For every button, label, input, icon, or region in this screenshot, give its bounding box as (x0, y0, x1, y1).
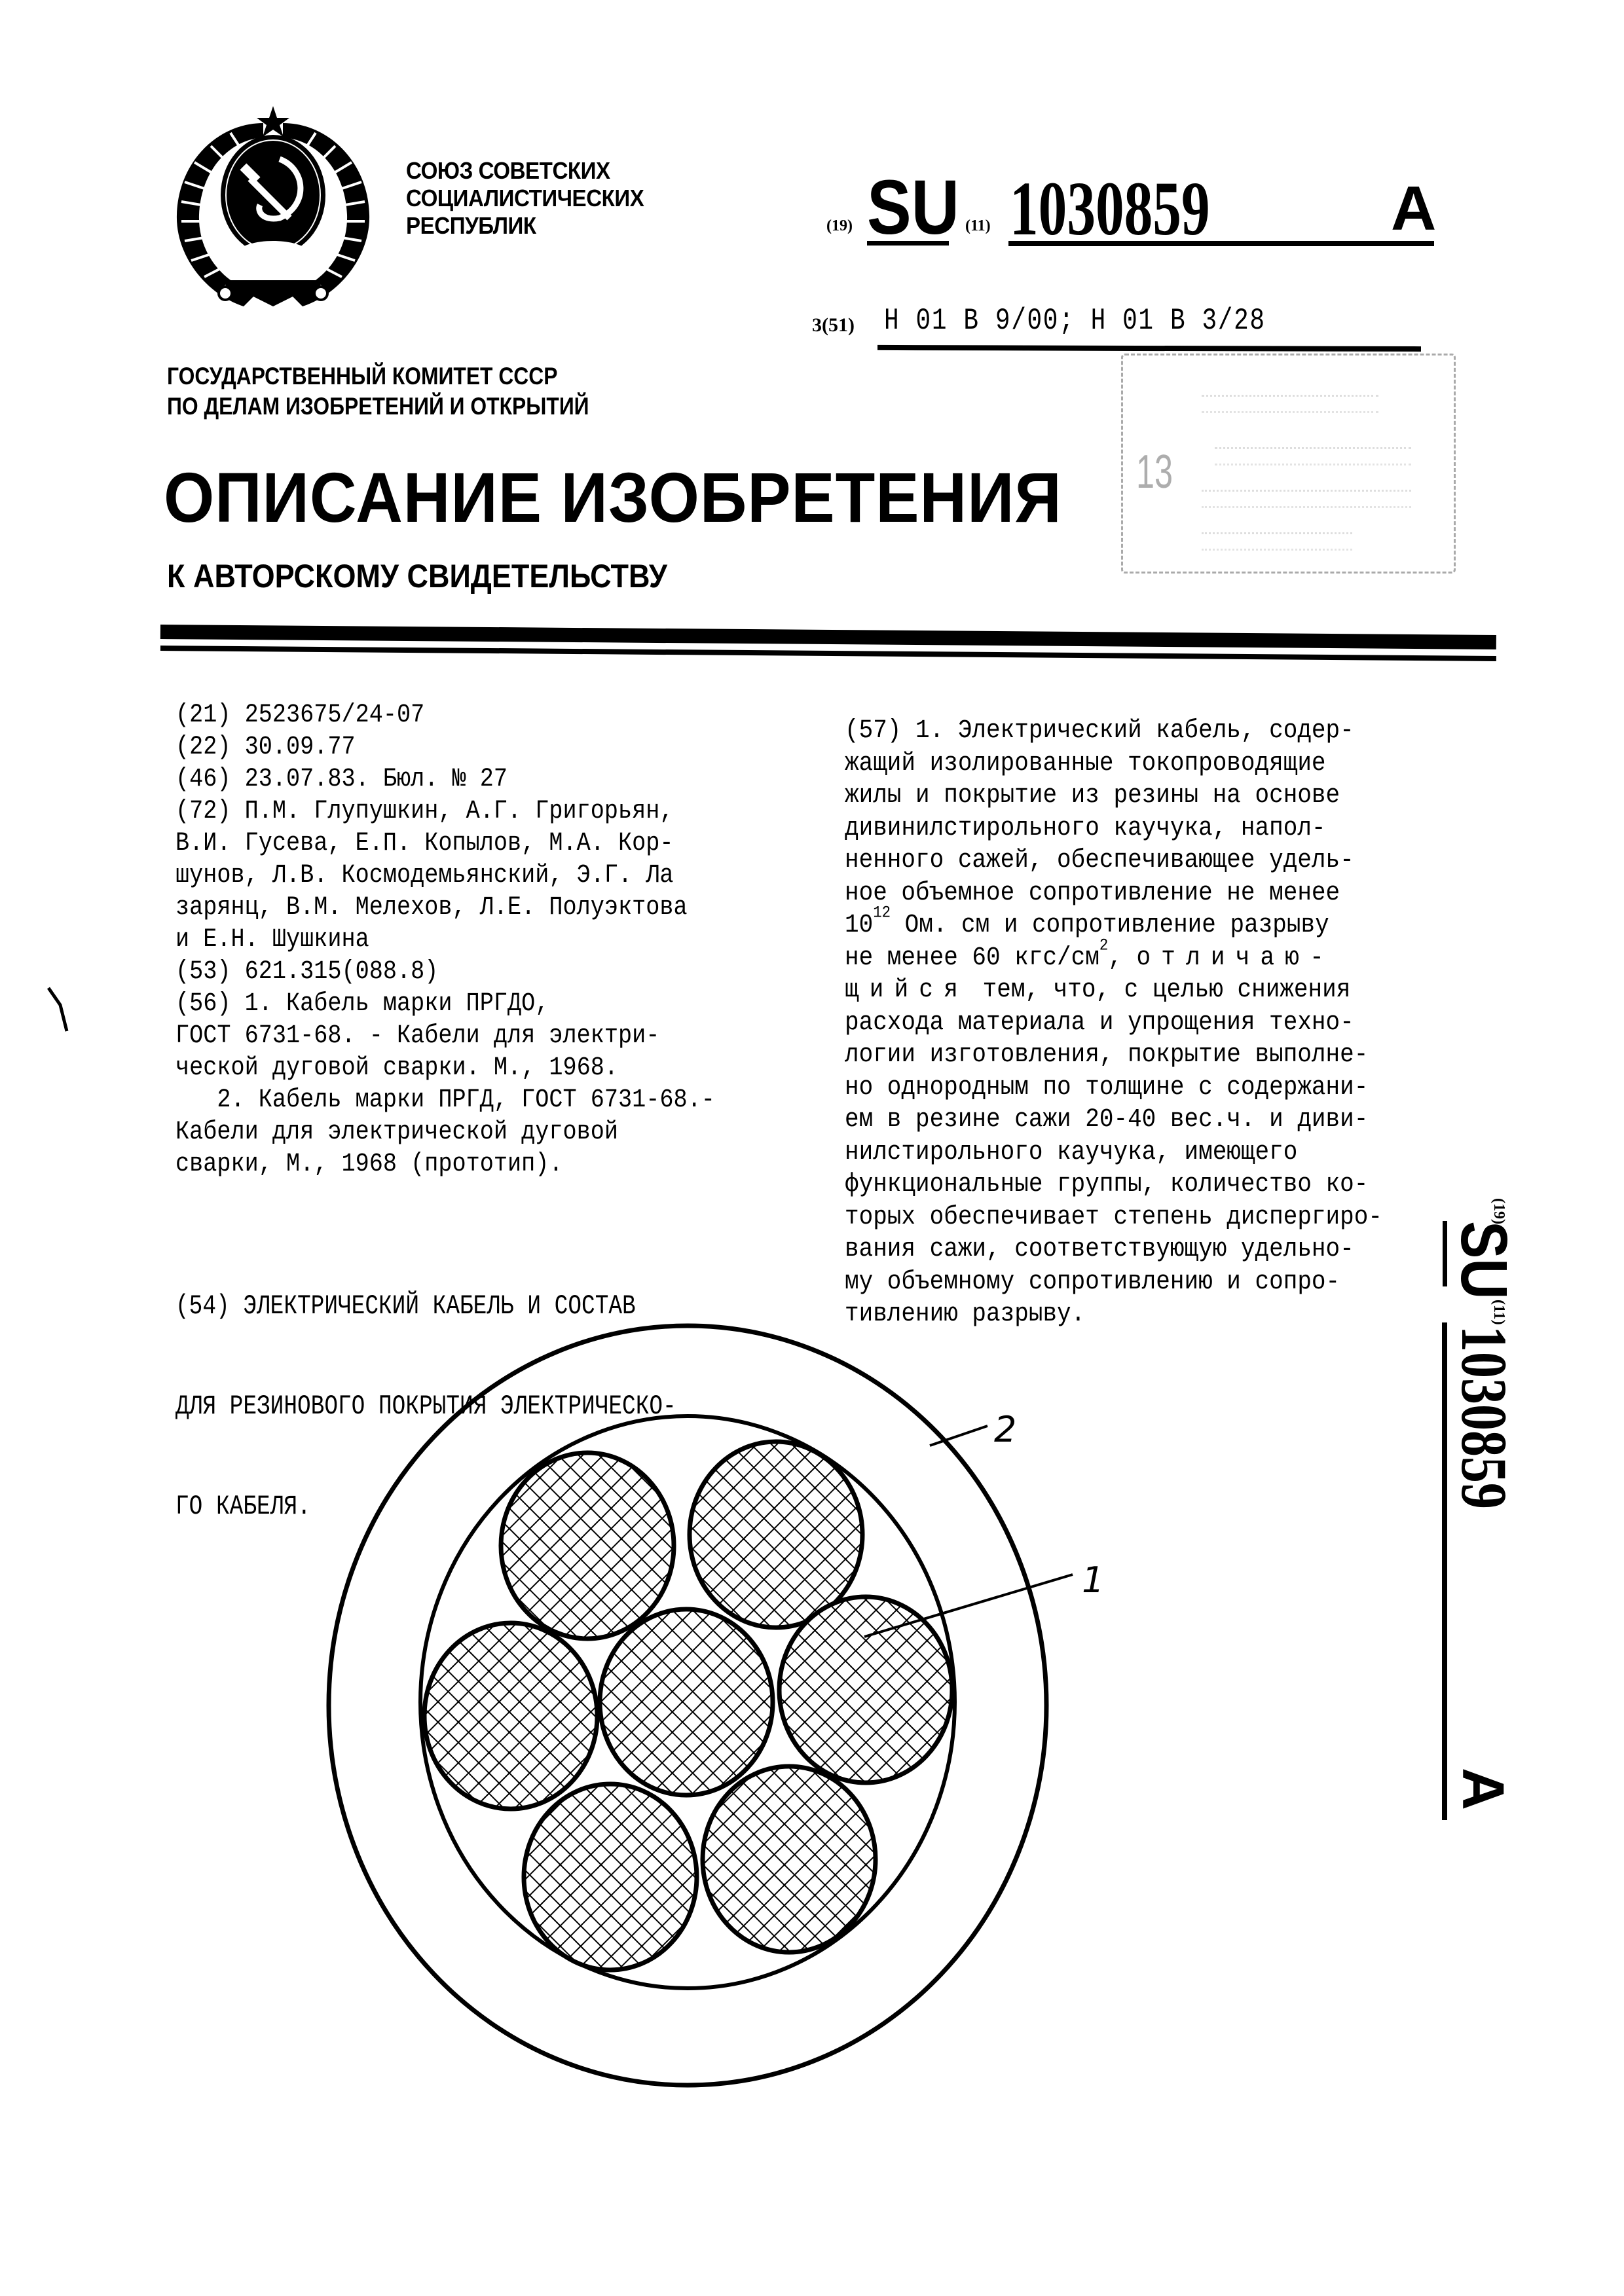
resistivity-exponent: 12 (873, 904, 891, 922)
stamp-text-line (1202, 490, 1411, 508)
stamp-text-line (1202, 395, 1378, 413)
abstract-claim (845, 715, 1473, 1331)
country-underline (867, 241, 949, 246)
abstract-line: расхода материала и упрощения техно- (845, 1007, 1411, 1040)
inid-code-19: (19) (826, 217, 853, 235)
abstract-text: тем, что, с целью снижения (969, 975, 1350, 1005)
spaced-emphasis: отличаю- (1136, 943, 1334, 973)
committee-line: ПО ДЕЛАМ ИЗОБРЕТЕНИЙ И ОТКРЫТИЙ (167, 392, 589, 422)
inid-code-11: (11) (965, 217, 991, 235)
biblio-line-inventors: (72) П.М. Глупушкин, А.Г. Григорьян, (175, 795, 729, 828)
abstract-line-tensile (845, 942, 1411, 975)
biblio-line-udc: (53) 621.315(088.8) (175, 956, 729, 988)
abstract-line: (57) 1. Электрический кабель, содер- (845, 715, 1411, 748)
abstract-line: торых обеспечивает степень диспергиро- (845, 1201, 1411, 1234)
ipc-underline (877, 345, 1421, 352)
abstract-line: ем в резине сажи 20-40 вес.ч. и диви- (845, 1104, 1411, 1137)
country-line: СОЦИАЛИСТИЧЕСКИХ (406, 185, 644, 212)
abstract-line-resistivity (845, 909, 1411, 942)
biblio-line-inventors: зарянц, В.М. Мелехов, Л.Е. Полуэктова (175, 892, 729, 924)
biblio-line-publication-date: (46) 23.07.83. Бюл. № 27 (175, 763, 729, 795)
stamp-text-line (1215, 447, 1411, 465)
invention-title-line: (54) ЭЛЕКТРИЧЕСКИЙ КАБЕЛЬ И СОСТАВ (175, 1290, 676, 1323)
biblio-line-references: (56) 1. Кабель марки ПРГДО, (175, 988, 729, 1020)
conductor-core (524, 1784, 697, 1970)
ipc-code-label: 3(51) (812, 314, 855, 337)
spaced-emphasis: щийся (845, 975, 969, 1005)
tensile-exponent: 2 (1099, 936, 1108, 955)
ussr-emblem-icon (165, 97, 381, 313)
biblio-line-references: ГОСТ 6731-68. - Кабели для электри- (175, 1020, 729, 1052)
abstract-line: нилстирольного каучука, имеющего (845, 1137, 1411, 1169)
invention-title-line: ДЛЯ РЕЗИНОВОГО ПОКРЫТИЯ ЭЛЕКТРИЧЕСКО- (175, 1390, 676, 1423)
patent-number: 1030859 (1010, 173, 1210, 245)
biblio-line-inventors: и Е.Н. Шушкина (175, 924, 729, 956)
biblio-line-filing-date: (22) 30.09.77 (175, 731, 729, 763)
resistivity-rest: Ом. см и сопротивление разрыву (891, 911, 1329, 940)
resistivity-base: 10 (845, 911, 873, 940)
conductor-core (703, 1766, 876, 1952)
header-rule-thick (160, 625, 1496, 649)
country-line: СОЮЗ СОВЕТСКИХ (406, 157, 644, 185)
biblio-line-references: 2. Кабель марки ПРГД, ГОСТ 6731-68.- (175, 1084, 729, 1116)
biblio-line-references: ческой дуговой сварки. М., 1968. (175, 1052, 729, 1084)
tensile-post: , (1108, 943, 1136, 973)
conductor-core (690, 1442, 862, 1628)
document-title: ОПИСАНИЕ ИЗОБРЕТЕНИЯ (164, 458, 1062, 537)
side-inid-code-19: (19) (1490, 1198, 1507, 1224)
abstract-line: жилы и покрытие из резины на основе (845, 780, 1411, 812)
conductor-core (600, 1609, 773, 1795)
invention-title-line: ГО КАБЕЛЯ. (175, 1490, 676, 1523)
abstract-line: ное объемное сопротивление не менее (845, 877, 1411, 910)
publication-number (826, 172, 1442, 250)
abstract-line: вания сажи, соответствующую удельно- (845, 1233, 1411, 1266)
abstract-line: но однородным по толщине с содержани- (845, 1072, 1411, 1104)
side-kind-code: A (1450, 1768, 1515, 1810)
cable-cross-section-figure (314, 1309, 1166, 2128)
country-code: SU (867, 172, 959, 244)
kind-code: A (1391, 173, 1436, 245)
side-publication-number (1441, 1192, 1513, 1859)
abstract-line (845, 974, 1411, 1007)
issuing-committee (167, 361, 589, 422)
side-patent-number: 1030859 (1451, 1326, 1517, 1509)
callout-2-label: 2 (994, 1409, 1016, 1450)
abstract-line: тивлению разрыву. (845, 1298, 1411, 1331)
ipc-classes: Н 01 В 9/00; Н 01 В 3/28 (884, 302, 1266, 339)
stamp-text-line (1202, 532, 1352, 551)
country-name (406, 157, 644, 240)
side-inid-code-11: (11) (1490, 1300, 1507, 1325)
tensile-pre: не менее 60 кгс/см (845, 943, 1099, 973)
scan-artifact (47, 985, 80, 1041)
biblio-line-references: Кабели для электрической дуговой (175, 1116, 729, 1148)
callout-1-label: 1 (1082, 1559, 1104, 1601)
abstract-line: му объемному сопротивлению и сопро- (845, 1266, 1411, 1299)
abstract-line: жащий изолированные токопроводящие (845, 748, 1411, 780)
abstract-line: ненного сажей, обеспечивающее удель- (845, 845, 1411, 877)
abstract-line: логии изготовления, покрытие выполне- (845, 1039, 1411, 1072)
side-number-underline (1442, 1322, 1447, 1820)
side-country-code: SU (1451, 1221, 1517, 1299)
country-line: РЕСПУБЛИК (406, 212, 644, 240)
abstract-line: функциональные группы, количество ко- (845, 1169, 1411, 1201)
abstract-line: дивинилстирольного каучука, напол- (845, 812, 1411, 845)
conductor-core (424, 1623, 597, 1809)
biblio-line-references: сварки, М., 1968 (прототип). (175, 1148, 729, 1180)
conductor-group (424, 1442, 952, 1970)
committee-line: ГОСУДАРСТВЕННЫЙ КОМИТЕТ СССР (167, 361, 589, 392)
bibliographic-data (175, 699, 804, 1180)
biblio-line-inventors: В.И. Гусева, Е.П. Копылов, М.А. Кор- (175, 828, 729, 860)
stamp-number: 13 (1136, 445, 1173, 499)
conductor-core (779, 1597, 952, 1783)
number-underline (1008, 241, 1434, 246)
side-country-underline (1443, 1221, 1447, 1286)
document-subtitle: К АВТОРСКОМУ СВИДЕТЕЛЬСТВУ (167, 556, 667, 596)
biblio-line-application-number: (21) 2523675/24-07 (175, 699, 729, 731)
biblio-line-inventors: шунов, Л.В. Космодемьянский, Э.Г. Ла (175, 860, 729, 892)
conductor-core (501, 1453, 674, 1639)
